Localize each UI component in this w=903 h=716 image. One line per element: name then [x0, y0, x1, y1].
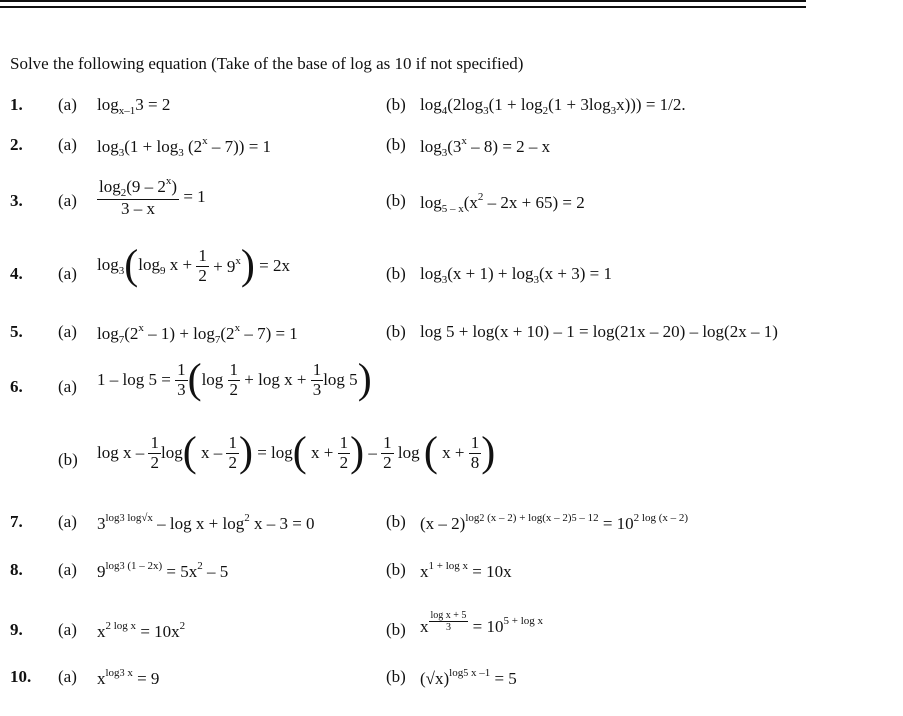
equation-6a: 1 – log 5 = $\frac{1}{3}$ (log $\frac{1}{2}$ + log x + $\frac{1}{3}$ log 5)	[97, 356, 372, 403]
equation-3b: $\log_{5 - x}(x^2 - 2x + 65) = 2$	[420, 191, 585, 215]
part-a-label: (a)	[58, 135, 77, 154]
problem-number: 5.	[10, 322, 23, 341]
part-a-label: (a)	[58, 560, 77, 579]
instructions: Solve the following equation (Take of the base of log as 10 if not specified)	[10, 54, 524, 73]
problem-number: 1.	[10, 95, 23, 114]
top-rule-2	[0, 6, 806, 8]
equation-2b: $\log_3(3^x - 8) = 2 - x$	[420, 135, 551, 159]
part-a-label: (a)	[58, 377, 77, 396]
part-b-label: (b)	[386, 135, 406, 154]
problem-number: 10.	[10, 667, 32, 686]
part-b-label: (b)	[386, 95, 406, 114]
equation-8b: $x^{1 + log x} = 10x$	[420, 560, 512, 581]
equation-8a: $9^{log3 (1 - 2x)} = 5x^2 - 5$	[97, 560, 229, 581]
part-a-label: (a)	[58, 264, 77, 283]
part-b-label: (b)	[386, 620, 406, 639]
equation-4b: $\log_3(x + 1) + \log_3(x + 3) = 1$	[420, 264, 612, 286]
part-b-label: (b)	[386, 191, 406, 210]
part-b-label: (b)	[386, 512, 406, 531]
part-a-label: (a)	[58, 322, 77, 341]
part-a-label: (a)	[58, 95, 77, 114]
equation-10b: $(√x)^{log5 x -1} = 5$	[420, 667, 517, 688]
equation-6b: log x – $\frac{1}{2}$ log( x – $\frac{1}{2}$ ) = log( x + $\frac{1}{2}$ ) – $\frac{1}{2}$ log ( x + $\frac{1}{8}$ )	[97, 429, 496, 476]
part-b-label: (b)	[58, 450, 78, 469]
equation-2a: $\log_3(1 + \log_3 (2^x - 7)) = 1$	[97, 135, 272, 159]
part-b-label: (b)	[386, 322, 406, 341]
equation-1a: $\log_{x-1}3 = 2$	[97, 95, 171, 117]
equation-9b: x $^{\frac{\text{log x + 5}}{3}}$ = $10^{5 + log x}$	[420, 610, 544, 637]
equation-7a: $3^{log3 log√x} - \log x + \log^2 x - 3 = 0$	[97, 512, 315, 533]
equation-10a: $x^{log3 x} = 9$	[97, 667, 160, 688]
top-rule-1	[0, 0, 806, 2]
problem-number: 3.	[10, 191, 23, 210]
equation-3a: $\frac{\log_2(9 - 2^x)}{3 - x}$ = 1	[99, 175, 206, 219]
problem-number: 8.	[10, 560, 23, 579]
equation-4a: $\log_3(\log_9$ x + $\frac{1}{2}$ + $9^x) = 2x$	[97, 242, 290, 289]
part-a-label: (a)	[58, 620, 77, 639]
problem-number: 2.	[10, 135, 23, 154]
part-b-label: (b)	[386, 560, 406, 579]
equation-1b: $\log_4(2\log_3(1 + \log_2(1 + 3\log_3x))) = 1/2$.	[420, 95, 686, 117]
equation-7b: $(x - 2)^{log2 (x - 2) + log(x - 2)5 - 12} = 10^{2 log (x - 2)}$	[420, 512, 689, 533]
problem-number: 7.	[10, 512, 23, 531]
equation-9a: $x^{2 log x} = 10x^2$	[97, 620, 186, 641]
equation-5b: log 5 + log(x + 10) – 1 = log(21x – 20) – log(2x – 1)	[420, 322, 778, 341]
part-a-label: (a)	[58, 512, 77, 531]
part-a-label: (a)	[58, 191, 77, 210]
problem-number: 9.	[10, 620, 23, 639]
part-b-label: (b)	[386, 667, 406, 686]
problem-number: 4.	[10, 264, 23, 283]
problem-number: 6.	[10, 377, 23, 396]
part-a-label: (a)	[58, 667, 77, 686]
part-b-label: (b)	[386, 264, 406, 283]
equation-5a: $\log_7(2^x - 1) + \log_7(2^x - 7) = 1$	[97, 322, 298, 346]
